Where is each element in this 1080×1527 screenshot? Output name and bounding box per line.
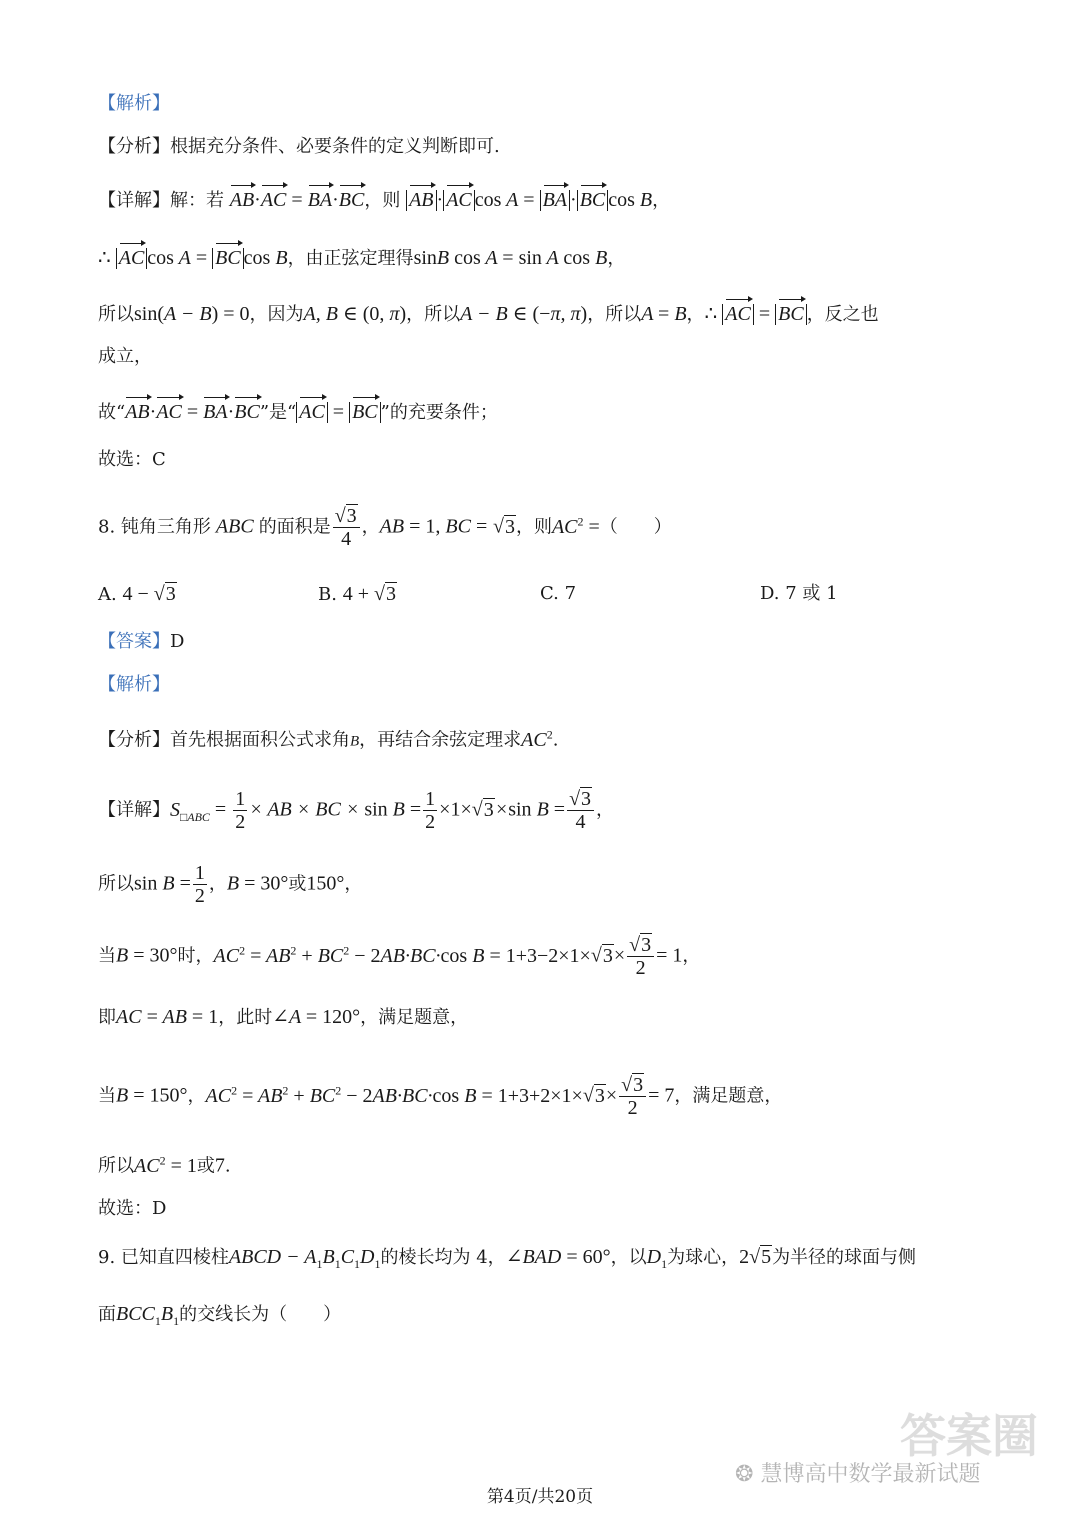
q9-stem-line2: 面$BCC_1B_1$的交线长为（ ） <box>98 1303 342 1328</box>
q8-detail-line2: 所以sin B = $\frac{1}{2}$ ，B = 30°或150°， <box>98 862 363 907</box>
q8-detail-line3: 当B = 30°时，$AC^2 = AB^2 + BC^2 - 2AB\cdot BC\cdot\cos$ B = 1+3−2×1×√3× $\frac{√3}{2}$ = 1， <box>98 934 701 979</box>
q8-analysis: 【分析】首先根据面积公式求角B，再结合余弦定理求$AC^2$. <box>98 727 559 751</box>
q7-detail-line4: 成立， <box>98 346 152 367</box>
q8-answer-choice: 故选：D <box>98 1198 167 1219</box>
q8-option-b: B. 4 + √3 <box>318 583 396 605</box>
fenxi-label: 【分析】 <box>98 136 170 157</box>
q8-detail-line6: 所以$AC^2 = 1$或7. <box>98 1153 231 1177</box>
xiangjie-label: 【详解】 <box>98 190 170 211</box>
q9-stem-line1: 9. 已知直四棱柱ABCD − $A_1B_1C_1D_1$的棱长均为 4，∠BAD = 60°，以$D_1$为球心，2√5为半径的球面与侧 <box>98 1246 917 1271</box>
watermark-text: ❂ 慧博高中数学最新试题 <box>735 1462 981 1487</box>
q8-option-a: A. 4 − √3 <box>98 583 176 605</box>
q8-detail-line5: 当B = 150°，$AC^2 = AB^2 + BC^2 - 2AB\cdot BC\cdot\cos$ B = 1+3+2×1×√3× $\frac{√3}{2}$ = 7，满足题意， <box>98 1074 783 1119</box>
wechat-icon: ❂ <box>735 1462 754 1487</box>
q7-detail-line3: 所以sin(A − B) = 0，因为A, B ∈ (0, π)，所以A − B ∈ (−π, π)，所以A = B，∴ AC = BC ，反之也 <box>98 296 879 329</box>
q7-detail-line1: 【详解】解：若 AB·AC = BA·BC，则 AB · AC cos A = BA · BC cos B， <box>98 182 670 215</box>
q7-analysis <box>98 133 500 161</box>
q8-option-c: C. 7 <box>540 583 577 604</box>
jiexi-label-1: 【解析】 <box>98 93 170 114</box>
q7-analysis-text: 根据充分条件、必要条件的定义判断即可. <box>170 136 500 157</box>
q7-detail-line2: ∴ AC cos A = BC cos B，由正弦定理得sinB cos A = sin A cos B， <box>98 240 625 273</box>
page-footer: 第4页/共20页 <box>486 1487 594 1507</box>
q8-stem: 8. 钝角三角形 ABC 的面积是 $\frac{√3}{4}$ ，AB = 1, BC = √3，则$AC^2$ =（ ） <box>98 505 672 550</box>
jiexi-label-2: 【解析】 <box>98 674 170 695</box>
watermark-logo: 答案圈 <box>900 1409 1038 1463</box>
q7-answer-choice: 故选：C <box>98 449 166 470</box>
q8-detail-line1: 【详解】$S_{□ABC}$ = $\frac{1}{2}$ × AB × BC × sin B = $\frac{1}{2}$ ×1×√3×sin B = $\frac{√3}{4}$ ， <box>98 788 615 833</box>
q8-detail-line4: 即AC = AB = 1，此时∠A = 120°，满足题意， <box>98 1006 469 1028</box>
q7-detail-line5: 故“AB·AC = BA·BC”是“ AC = BC ”的充要条件； <box>98 394 498 427</box>
q8-option-d: D. 7 或 1 <box>760 583 838 604</box>
q8-answer: 【答案】D <box>98 631 185 652</box>
